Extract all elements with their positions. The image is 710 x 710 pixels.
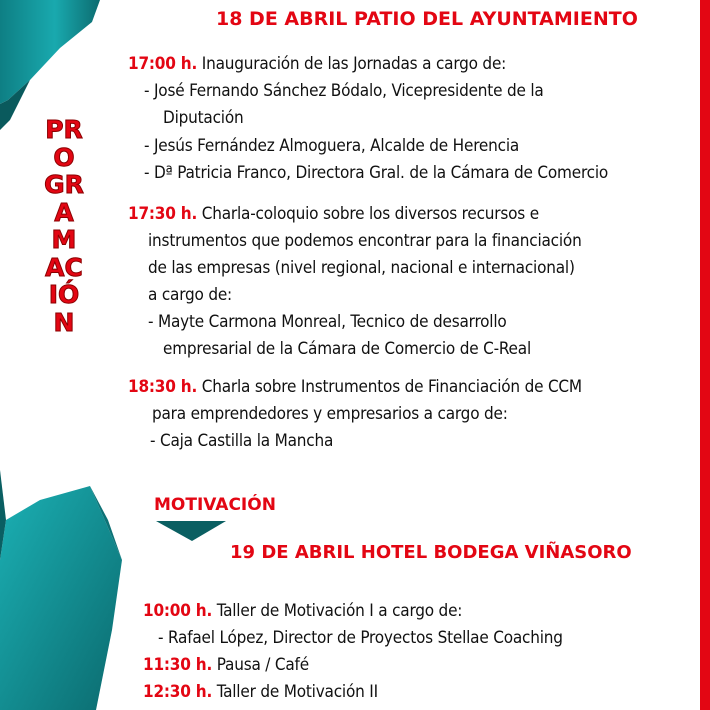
schedule-line: 17:30 h. Charla-coloquio sobre los diversos recursos e [128,204,539,224]
time-label: 11:30 h. [143,655,213,675]
schedule-line: Diputación [163,108,244,128]
schedule-line: 10:00 h. Taller de Motivación I a cargo de: [143,601,463,621]
time-label: 17:30 h. [128,204,198,224]
day2-heading: 19 DE ABRIL HOTEL BODEGA VIÑASORO [230,542,632,563]
schedule-line: de las empresas (nivel regional, nacional e internacional) [148,258,575,278]
schedule-line: - Dª Patricia Franco, Directora Gral. de la Cámara de Comercio [144,163,609,183]
teal-triangle-marker [156,521,226,541]
time-label: 17:00 h. [128,54,198,74]
time-label: 10:00 h. [143,601,213,621]
right-red-border [700,0,710,710]
schedule-line: - Caja Castilla la Mancha [150,431,334,451]
schedule-line: - José Fernando Sánchez Bódalo, Vicepresidente de la [144,81,544,101]
schedule-line: 18:30 h. Charla sobre Instrumentos de Financiación de CCM [128,377,582,397]
schedule-line: instrumentos que podemos encontrar para la financiación [148,231,582,251]
schedule-line: - Rafael López, Director de Proyectos Stellae Coaching [158,628,563,648]
schedule-line: empresarial de la Cámara de Comercio de C-Real [163,339,531,359]
schedule-line: 11:30 h. Pausa / Café [143,655,309,675]
schedule-line: para emprendedores y empresarios a cargo de: [152,404,508,424]
time-label: 18:30 h. [128,377,198,397]
schedule-line: - Jesús Fernández Almoguera, Alcalde de Herencia [144,136,520,156]
motivation-label: MOTIVACIÓN [154,495,276,515]
schedule-line: 17:00 h. Inauguración de las Jornadas a cargo de: [128,54,507,74]
schedule-line: a cargo de: [148,285,232,305]
time-label: 12:30 h. [143,682,213,702]
schedule-line: 12:30 h. Taller de Motivación II [143,682,378,702]
vertical-title-programacion: PROGRAMACIÓN [44,115,84,337]
schedule-line: - Mayte Carmona Monreal, Tecnico de desarrollo [148,312,507,332]
day1-heading: 18 DE ABRIL PATIO DEL AYUNTAMIENTO [216,8,638,30]
